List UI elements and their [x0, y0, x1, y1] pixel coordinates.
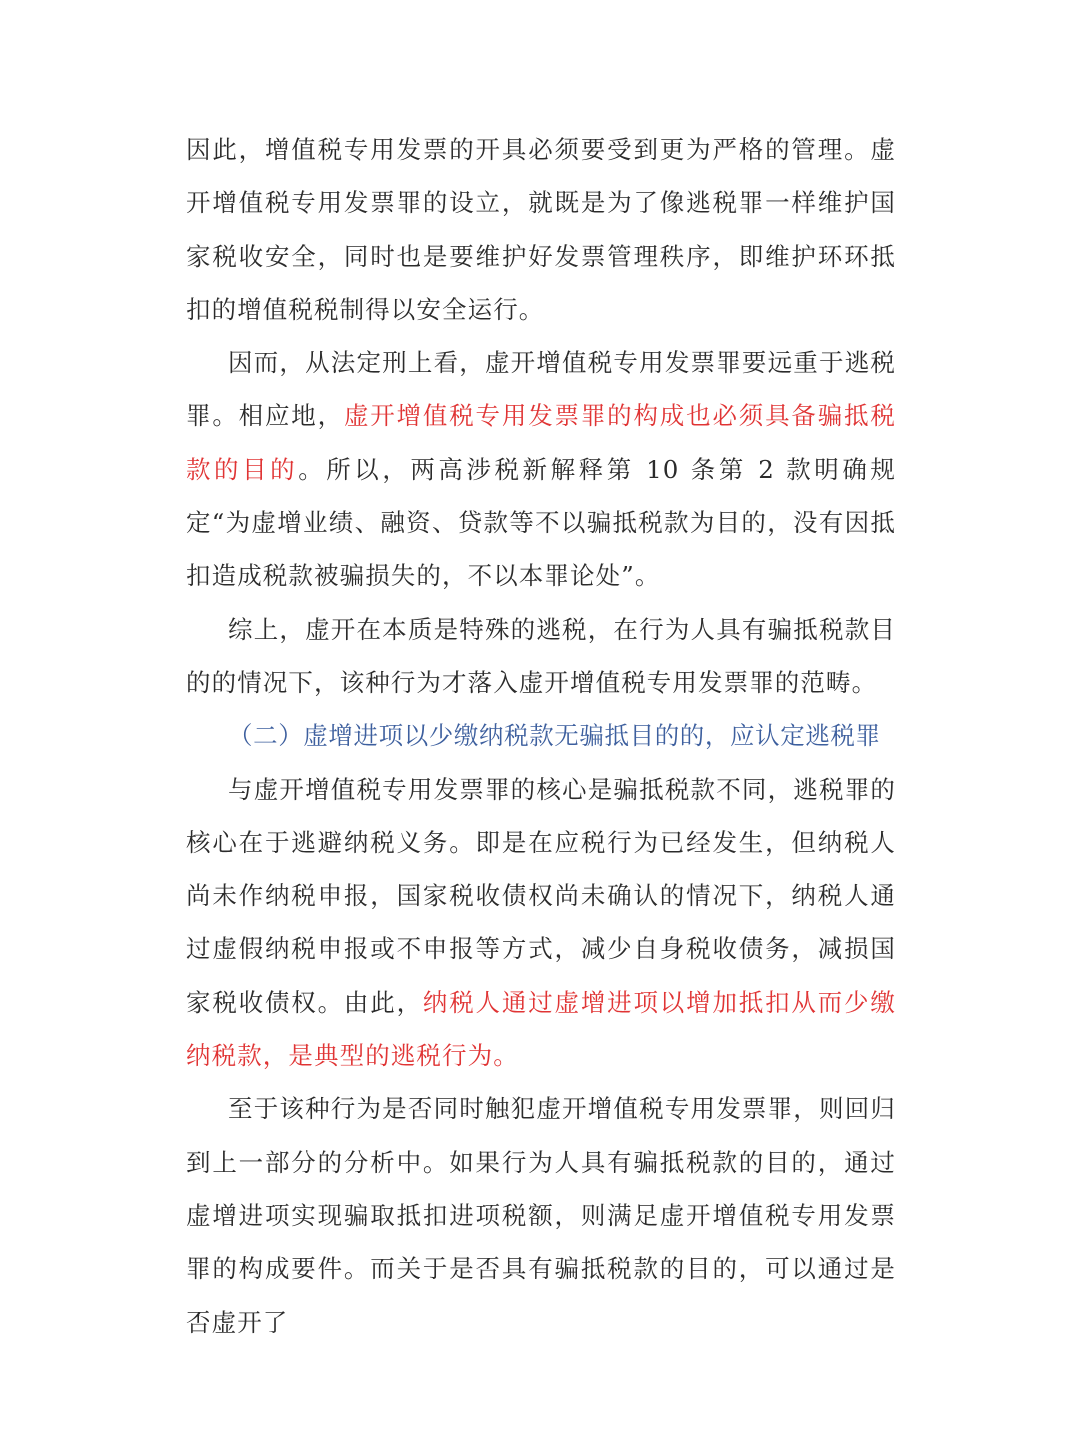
- paragraph-2-text-a: 因而，从法定刑上看，虚开增值税专用发票罪要远重于逃税罪。相应地，: [186, 348, 896, 431]
- section-heading: [186, 709, 896, 762]
- document-page: [186, 123, 896, 1349]
- paragraph-2-text-b: 。所以，两高涉税新解释第 10 条第 2 款明确规定“为虚增业绩、融资、贷款等不以骗抵税款为目的，没有因抵扣造成税款被骗损失的，不以本罪论处”。: [186, 454, 896, 591]
- paragraph-3: [186, 603, 896, 710]
- paragraph-4: [186, 763, 896, 1083]
- paragraph-3-text: 综上，虚开在本质是特殊的逃税，在行为人具有骗抵税款目的的情况下，该种行为才落入虚开增值税专用发票罪的范畴。: [186, 614, 896, 697]
- paragraph-5-text: 至于该种行为是否同时触犯虚开增值税专用发票罪，则回归到上一部分的分析中。如果行为人具有骗抵税款的目的，通过虚增进项实现骗取抵扣进项税额，则满足虚开增值税专用发票罪的构成要件。而关于是否具有骗抵税款的目的，可以通过是否虚开了: [186, 1094, 896, 1337]
- paragraph-2-emphasis: 虚开增值税专用发票罪的构成也必须具备骗抵税款的目的: [186, 401, 896, 484]
- section-heading-text: （二）虚增进项以少缴纳税款无骗抵目的的，应认定逃税罪: [228, 721, 881, 751]
- paragraph-1: [186, 123, 896, 336]
- paragraph-5: [186, 1082, 896, 1348]
- paragraph-2: [186, 336, 896, 602]
- paragraph-4-emphasis: 纳税人通过虚增进项以增加抵扣从而少缴纳税款，是典型的逃税行为。: [186, 987, 896, 1071]
- paragraph-4-text: 与虚开增值税专用发票罪的核心是骗抵税款不同，逃税罪的核心在于逃避纳税义务。即是在应税行为已经发生，但纳税人尚未作纳税申报，国家税收债权尚未确认的情况下，纳税人通过虚假纳税申报或不申报等方式，减少自身税收债务，减损国家税收债权。由此，: [186, 774, 896, 1017]
- paragraph-1-text: 因此，增值税专用发票的开具必须要受到更为严格的管理。虚开增值税专用发票罪的设立，就既是为了像逃税罪一样维护国家税收安全，同时也是要维护好发票管理秩序，即维护环环抵扣的增值税税制得以安全运行。: [186, 135, 896, 324]
